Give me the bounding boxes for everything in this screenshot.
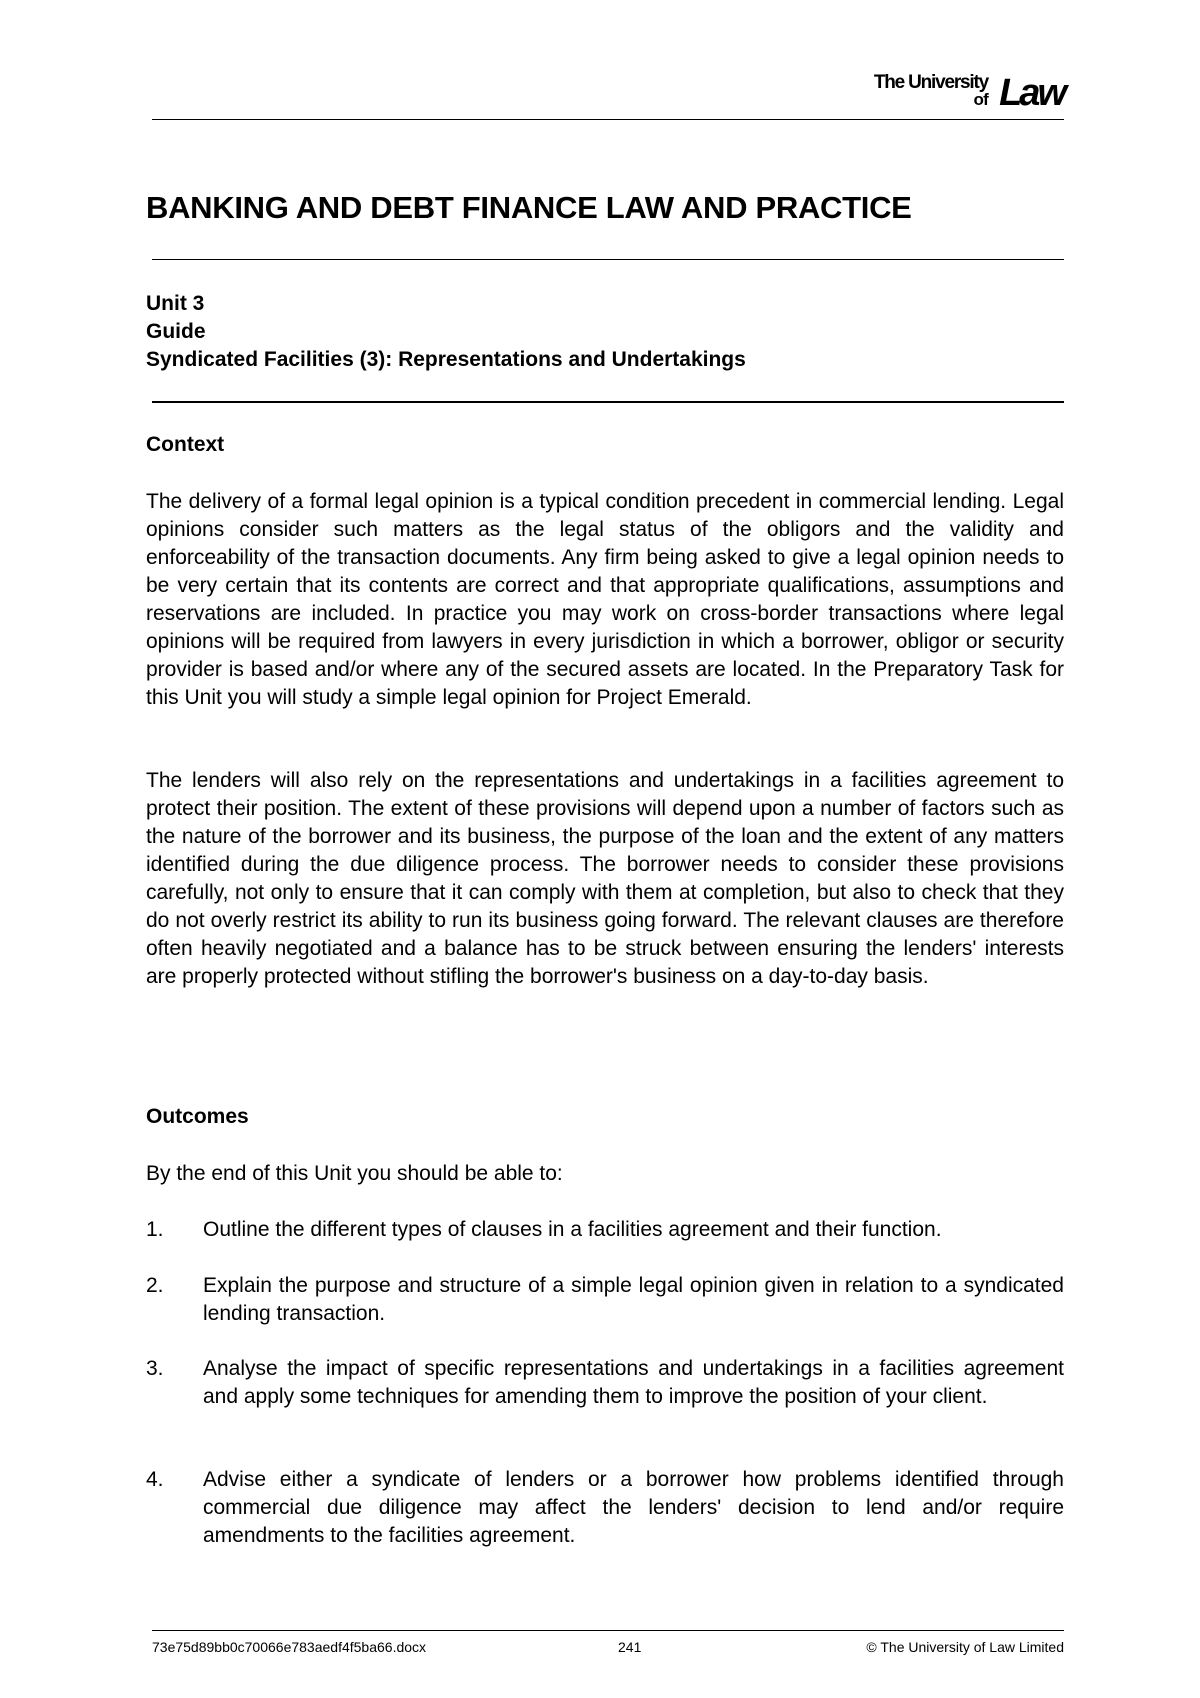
outcome-number: 4. [146,1468,164,1491]
outcomes-intro: By the end of this Unit you should be able to: [146,1162,563,1185]
outcome-number: 1. [146,1218,164,1241]
logo-line-law: Law [999,72,1064,114]
unit-subtitle: Syndicated Facilities (3): Representations and Undertakings [146,348,746,371]
outcome-item-4 [146,1466,1064,1550]
outcome-number: 2. [146,1274,164,1297]
outcome-item-2 [146,1272,1064,1328]
outcome-number: 3. [146,1357,164,1380]
context-heading: Context [146,433,225,456]
footer-copyright: © The University of Law Limited [866,1639,1064,1655]
outcome-text: Outline the different types of clauses in a facilities agreement and their function. [203,1218,942,1241]
outcome-text: Explain the purpose and structure of a simple legal opinion given in relation to a syndicated lending transaction. [203,1274,1064,1325]
unit-number: Unit 3 [146,292,205,315]
logo-line-the-university: The University [873,72,988,93]
footer-filename: 73e75d89bb0c70066e783aedf4f5ba66.docx [152,1639,427,1655]
logo-line-of: of [973,90,988,109]
unit-type: Guide [146,320,206,343]
unit-rule [152,401,1064,403]
footer-page-number: 241 [618,1639,642,1655]
outcome-text: Advise either a syndicate of lenders or a borrower how problems identified through commercial due diligence may affect the lenders' decision to lend and/or require amendments to the facilities agreement. [203,1468,1064,1547]
outcome-item-3 [146,1355,1064,1411]
title-rule [152,259,1064,260]
context-paragraph-1: The delivery of a formal legal opinion is a typical condition precedent in commercial lending. Legal opinions consider such matters as the legal status of the obligors and the validity and enforceability of the transaction documents. Any firm being asked to give a legal opinion needs to be very certain that its contents are correct and that appropriate qualifications, assumptions and reservations are included. In practice you may work on cross-border transactions where legal opinions will be required from lawyers in every jurisdiction in which a borrower, obligor or security provider is based and/or where any of the secured assets are located. In the Preparatory Task for this Unit you will study a simple legal opinion for Project Emerald. [146,490,1064,709]
context-paragraph-2: The lenders will also rely on the representations and undertakings in a facilities agreement to protect their position. The extent of these provisions will depend upon a number of factors such as the nature of the borrower and its business, the purpose of the loan and the extent of any matters identified during the due diligence process. The borrower needs to consider these provisions carefully, not only to ensure that it can comply with them at completion, but also to check that they do not overly restrict its ability to run its business going forward. The relevant clauses are therefore often heavily negotiated and a balance has to be struck between ensuring the lenders' interests are properly protected without stifling the borrower's business on a day-to-day basis. [146,769,1064,988]
document-title: BANKING AND DEBT FINANCE LAW AND PRACTICE [146,190,912,225]
university-logo [834,68,1064,113]
unit-block [146,290,746,374]
outcome-text: Analyse the impact of specific representations and undertakings in a facilities agreement and apply some techniques for amending them to improve the position of your client. [203,1357,1064,1408]
footer-rule [152,1630,1064,1631]
outcomes-heading: Outcomes [146,1105,249,1128]
outcome-item-1 [146,1216,1064,1244]
header-rule [152,119,1064,120]
